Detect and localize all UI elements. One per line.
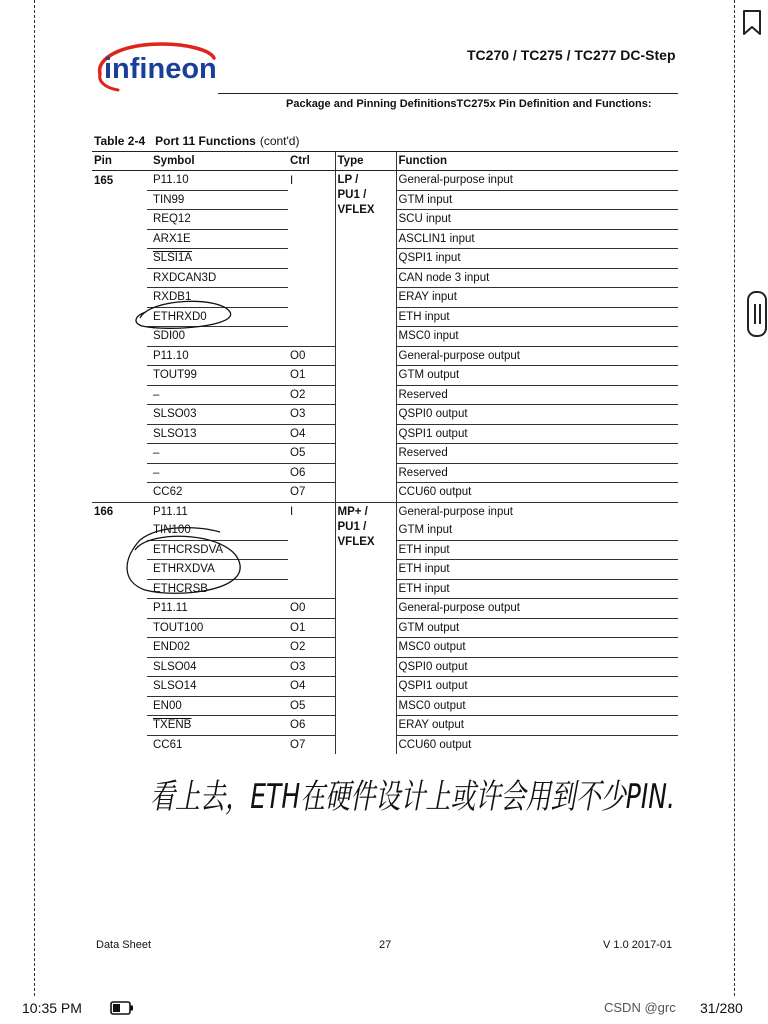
symbol-text: TIN99 (153, 193, 185, 206)
footer-page-number: 27 (379, 939, 392, 951)
function-cell: SCU input (396, 210, 678, 230)
function-cell: GTM input (396, 190, 678, 210)
function-cell: GTM output (396, 366, 678, 386)
function-cell: CCU60 output (396, 735, 678, 754)
function-cell: GTM output (396, 618, 678, 638)
function-cell: QSPI1 input (396, 249, 678, 269)
symbol-text: P11.11 (153, 505, 188, 518)
symbol-text: SLSO03 (153, 408, 197, 421)
function-cell: ERAY output (396, 716, 678, 736)
function-cell: Reserved (396, 444, 678, 464)
handwritten-note (150, 768, 690, 888)
pin-cell: 166 (92, 502, 147, 521)
symbol-text: P11.10 (153, 174, 189, 187)
symbol-text: ETHRXDVA (153, 563, 215, 576)
table-id: Table 2-4 (94, 134, 146, 148)
col-header-ctrl: Ctrl (288, 152, 335, 171)
ctrl-cell: O7 (288, 483, 335, 503)
logo-text: infineon (104, 53, 217, 85)
ctrl-cell: O7 (288, 735, 335, 754)
type-line: MP+ / (337, 505, 368, 518)
symbol-text: SDI00 (153, 330, 185, 343)
symbol-text: P11.10 (153, 349, 189, 362)
symbol-text: END02 (153, 641, 191, 654)
symbol-text: ETHRXD0 (153, 310, 207, 323)
symbol-text: EN00 (153, 699, 182, 712)
symbol-text: REQ12 (153, 213, 191, 226)
doc-title: TC270 / TC275 / TC277 DC-Step (467, 47, 676, 63)
symbol-text: SLSO13 (153, 427, 197, 440)
function-cell: QSPI1 output (396, 677, 678, 697)
function-cell: ASCLIN1 input (396, 229, 678, 249)
csdn-watermark: CSDN @grc (604, 1000, 676, 1015)
symbol-text: P11.11 (153, 602, 188, 615)
circle-annotation-ethrxd0 (136, 301, 231, 328)
function-cell: CAN node 3 input (396, 268, 678, 288)
col-header-type: Type (335, 152, 396, 171)
symbol-text: TOUT99 (153, 369, 197, 382)
function-cell: MSC0 output (396, 696, 678, 716)
section-title: Package and Pinning DefinitionsTC275x Pin Definition and Functions: (286, 98, 652, 110)
function-cell: QSPI1 output (396, 424, 678, 444)
function-cell: MSC0 output (396, 638, 678, 658)
col-header-pin: Pin (92, 152, 147, 171)
function-cell: ETH input (396, 307, 678, 327)
ctrl-cell: O5 (288, 444, 335, 464)
ctrl-cell: O6 (288, 463, 335, 483)
ctrl-cell: I (288, 502, 335, 521)
function-cell: GTM input (396, 521, 678, 540)
status-time: 10:35 PM (22, 1000, 82, 1016)
ctrl-cell: O3 (288, 657, 335, 677)
symbol-text: ETHCRSB (153, 582, 208, 595)
ctrl-cell: O2 (288, 385, 335, 405)
type-line: VFLEX (337, 535, 375, 548)
type-line: PU1 / (337, 189, 367, 201)
symbol-text: SLSI1A (153, 252, 192, 265)
symbol-text: ETHCRSDVA (153, 543, 224, 556)
col-header-symbol: Symbol (147, 152, 288, 171)
function-cell: MSC0 input (396, 327, 678, 347)
ctrl-cell: O0 (288, 599, 335, 619)
type-line: VFLEX (337, 204, 375, 216)
pin-cell: 165 (94, 174, 114, 187)
function-cell: ERAY input (396, 288, 678, 308)
ctrl-cell: O1 (288, 618, 335, 638)
footer-doc-type: Data Sheet (96, 939, 152, 951)
symbol-text: RXDB1 (153, 291, 192, 304)
symbol-text: CC61 (153, 738, 183, 751)
ctrl-cell: O4 (288, 424, 335, 444)
symbol-text: ARX1E (153, 232, 191, 245)
function-cell: General-purpose output (396, 346, 678, 366)
function-cell: ETH input (396, 579, 678, 599)
symbol-text: RXDCAN3D (153, 271, 217, 284)
ctrl-cell: I (290, 174, 294, 187)
symbol-text: – (153, 447, 160, 460)
ctrl-cell: O1 (288, 366, 335, 386)
symbol-text: – (153, 466, 160, 479)
handwritten-note-line1: 看上去，ETH在硬件设计上或许会用到不少PIN. (150, 777, 675, 817)
function-cell: QSPI0 output (396, 405, 678, 425)
function-cell: ETH input (396, 560, 678, 580)
ctrl-cell: O4 (288, 677, 335, 697)
col-header-function: Function (396, 152, 678, 171)
footer-version: V 1.0 2017-01 (603, 939, 673, 951)
symbol-text: SLSO04 (153, 660, 197, 673)
ctrl-cell: O5 (288, 696, 335, 716)
function-cell: General-purpose output (396, 599, 678, 619)
ctrl-cell: O2 (288, 638, 335, 658)
ctrl-cell: O0 (288, 346, 335, 366)
symbol-text: SLSO14 (153, 680, 197, 693)
function-cell: General-purpose input (396, 502, 678, 521)
symbol-text: CC62 (153, 486, 183, 499)
ctrl-cell: O6 (288, 716, 335, 736)
function-cell: CCU60 output (396, 483, 678, 503)
symbol-text: TXENB (153, 719, 192, 732)
page-indicator: 31/280 (700, 1000, 743, 1016)
ctrl-cell: O3 (288, 405, 335, 425)
function-cell: Reserved (396, 463, 678, 483)
table-caption-suffix: (cont'd) (259, 134, 300, 148)
table-title: Port 11 Functions (155, 134, 256, 148)
function-cell: Reserved (396, 385, 678, 405)
type-line: PU1 / (337, 520, 367, 533)
symbol-text: TOUT100 (153, 621, 204, 634)
function-cell: QSPI0 output (396, 657, 678, 677)
symbol-text: TIN100 (153, 524, 191, 537)
symbol-text: – (153, 388, 160, 401)
circle-annotation-eth-inputs (127, 528, 240, 594)
battery-icon (110, 1001, 134, 1015)
type-line: LP / (337, 174, 359, 186)
function-cell: General-purpose input (396, 171, 678, 191)
function-cell: ETH input (396, 540, 678, 560)
